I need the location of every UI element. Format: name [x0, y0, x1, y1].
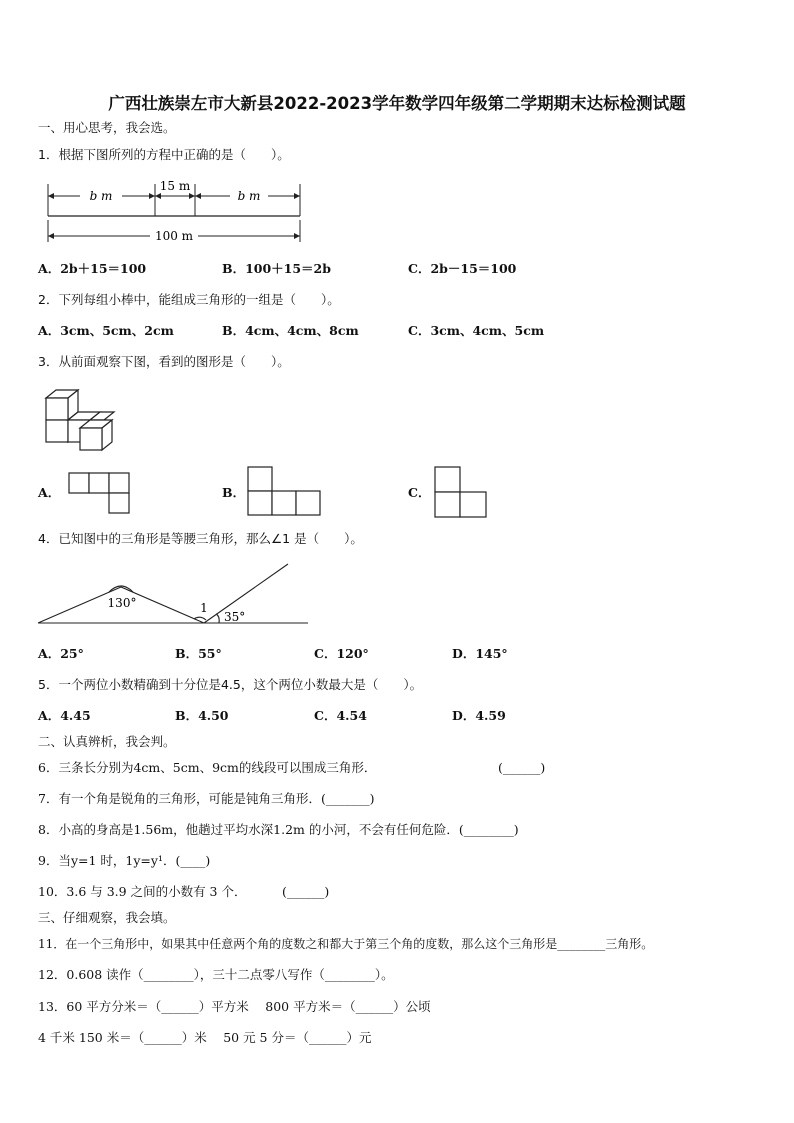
fig1-mid-label: 15 m [159, 179, 191, 193]
question-3-stem: 3．从前面观察下图，看到的图形是（ ）。 [38, 354, 290, 369]
question-2-stem: 2．下列每组小棒中，能组成三角形的一组是（ ）。 [38, 292, 340, 307]
question-3-option-b: B． [222, 485, 246, 500]
question-5-stem: 5．一个两位小数精确到十分位是4.5，这个两位小数最大是（ ）。 [38, 677, 423, 692]
section-heading-1: 一、用心思考，我会选。 [38, 120, 176, 135]
question-13-line-1: 13．60 平方分米＝（______）平方米 800 平方米＝（______）公顷 [38, 999, 431, 1014]
question-3-option-a: A． [38, 485, 61, 500]
question-4-stem: 4．已知图中的三角形是等腰三角形，那么∠1 是（ ）。 [38, 531, 363, 546]
question-1-segment-figure [40, 176, 310, 246]
question-7-stem: 7．有一个角是锐角的三角形，可能是钝角三角形．(_______) [38, 791, 375, 806]
question-5-option-a: A．4.45 [38, 708, 91, 723]
question-6-answer-blank[interactable]: (______) [498, 760, 546, 775]
question-3-option-c-shape [434, 466, 490, 520]
question-2-option-a: A．3cm、5cm、2cm [38, 323, 174, 338]
page-title: 广西壮族崇左市大新县2022-2023学年数学四年级第二学期期末达标检测试题 [108, 94, 686, 113]
question-4-option-b: B．55° [175, 646, 222, 661]
question-2-option-c: C．3cm、4cm、5cm [408, 323, 545, 338]
fig1-left-label: b m [89, 189, 113, 203]
question-1-stem: 1．根据下图所列的方程中正确的是（ ）。 [38, 147, 290, 162]
question-3-option-c: C． [408, 485, 431, 500]
fig1-right-label: b m [237, 189, 261, 203]
question-1-option-a: A．2b＋15＝100 [38, 261, 147, 276]
section-heading-3: 三、仔细观察，我会填。 [38, 910, 176, 925]
question-4-option-d: D．145° [452, 646, 508, 661]
question-1-option-c: C．2b－15＝100 [408, 261, 517, 276]
question-4-option-a: A．25° [38, 646, 84, 661]
question-3-cube-figure [44, 386, 134, 456]
section-heading-2: 二、认真辨析，我会判。 [38, 734, 176, 749]
question-3-option-b-shape [247, 466, 323, 518]
question-10-stem: 10．3.6 与 3.9 之间的小数有 3 个． [38, 884, 247, 899]
question-2-option-b: B．4cm、4cm、8cm [222, 323, 359, 338]
question-8-stem: 8．小高的身高是1.56m，他趟过平均水深1.2m 的小河，不会有任何危险．(________) [38, 822, 519, 837]
question-6-stem: 6．三条长分别为4cm、5cm、9cm的线段可以围成三角形． [38, 760, 377, 775]
question-13-line-2: 4 千米 150 米＝（______）米 50 元 5 分＝（______）元 [38, 1030, 372, 1045]
fig4-base-angle: 35° [224, 610, 246, 624]
question-11-stem: 11．在一个三角形中，如果其中任意两个角的度数之和都大于第三个角的度数，那么这个三角形是________三角形。 [38, 937, 654, 951]
question-9-stem: 9．当y=1 时，1y=y¹．(____) [38, 853, 211, 868]
question-3-option-a-shape [68, 472, 134, 516]
question-4-option-c: C．120° [314, 646, 369, 661]
fig4-apex-angle: 130° [107, 596, 137, 610]
question-5-option-d: D．4.59 [452, 708, 506, 723]
question-4-triangle-figure [36, 560, 311, 630]
question-1-option-b: B．100＋15＝2b [222, 261, 331, 276]
question-10-answer-blank[interactable]: (______) [282, 884, 330, 899]
question-5-option-c: C．4.54 [314, 708, 367, 723]
fig1-total-label: 100 m [154, 229, 194, 243]
question-12-stem: 12．0.608 读作（________），三十二点零八写作（________）。 [38, 967, 394, 982]
question-5-option-b: B．4.50 [175, 708, 229, 723]
fig4-angle-1: 1 [200, 601, 208, 615]
